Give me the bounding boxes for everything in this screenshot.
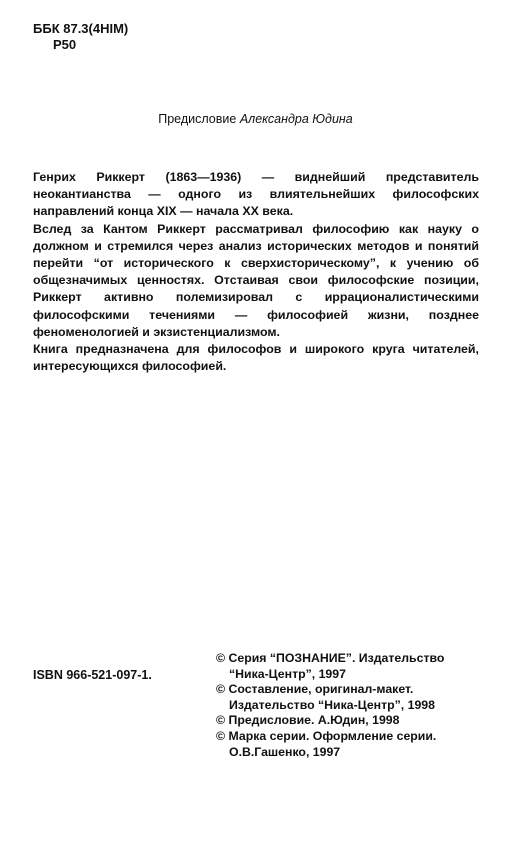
annotation-paragraph: Вслед за Кантом Риккерт рассматривал философию как науку о должном и стремился через анализ исторических методов и понятий перейти “от исторического к сверхисторическому”, к учению об общезначимых ценностях. Отстаивая свои философские позиции, Риккерт активно полемизировал с иррационалистическими философскими течениями — философией жизни, позднее феноменологией и экзистенциализмом. <box>33 221 479 339</box>
copyright-entry: © Предисловие. А.Юдин, 1998 <box>216 713 400 728</box>
copyright-entry: © Марка серии. Оформление серии. О.В.Гашенко, 1997 <box>216 728 437 759</box>
copyright-entry: © Составление, оригинал-макет. Издательство “Ника-Центр”, 1998 <box>216 682 435 712</box>
preface-label: Предисловие <box>158 112 237 126</box>
preface-credit <box>0 111 511 127</box>
annotation-text <box>33 169 479 375</box>
preface-author: Александра Юдина <box>239 112 353 126</box>
bbk-classification <box>33 21 128 53</box>
bbk-code: ББК 87.3(4НIМ) <box>33 21 129 36</box>
annotation-paragraph: Генрих Риккерт (1863—1936) — виднейший представитель неокантианства — одного из влиятельнейших философских направлений конца XIX — начала XX века. <box>33 170 479 219</box>
isbn-number: ISBN 966-521-097-1. <box>33 668 152 682</box>
author-mark: Р50 <box>53 37 77 52</box>
annotation-paragraph: Книга предназначена для философов и широкого круга читателей, интересующихся философией. <box>33 342 479 374</box>
copyright-entry: © Серия “ПОЗНАНИЕ”. Издательство “Ника-Центр”, 1997 <box>216 651 445 681</box>
copyright-block <box>216 651 486 760</box>
